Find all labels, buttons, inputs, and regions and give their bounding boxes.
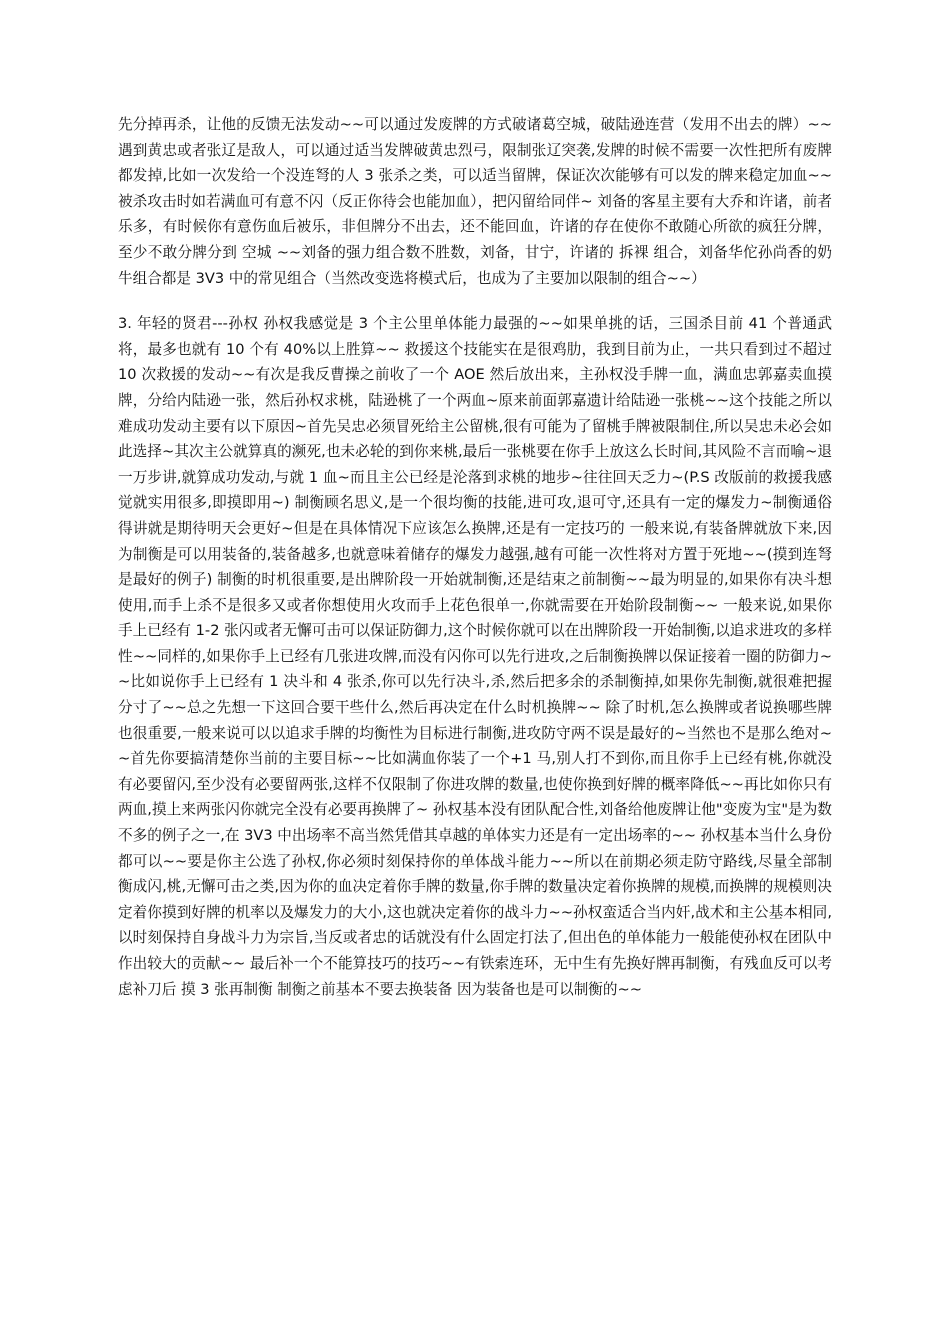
document-body [118, 112, 832, 1002]
paragraph-liubei-strategy: 先分掉再杀，让他的反馈无法发动~~可以通过发废牌的方式破诸葛空城，破陆逊连营（发用不出去的牌）~~遇到黄忠或者张辽是敌人，可以通过适当发牌破黄忠烈弓，限制张辽突袭,发牌的时候不需要一次性把所有废牌都发掉,比如一次发给一个没连弩的人 3 张杀之类，可以适当留牌，保证次次能够有可以发的牌来稳定加血~~被杀攻击时如若满血可有意不闪（反正你待会也能加血），把闪留给同伴~ 刘备的客星主要有大乔和许诸，前者乐多，有时候你有意伤血后被乐，非但牌分不出去，还不能回血，许诸的存在使你不敢随心所欲的疯狂分牌，至少不敢分牌分到 空城 ~~刘备的强力组合数不胜数，刘备，甘宁，许诸的 拆裸 组合，刘备华佗孙尚香的奶牛组合都是 3V3 中的常见组合（当然改变选将模式后，也成为了主要加以限制的组合~~） [118, 116, 832, 287]
paragraph-sunquan-section: 3. 年轻的贤君---孙权 孙权我感觉是 3 个主公里单体能力最强的~~如果单挑的话，三国杀目前 41 个普通武将，最多也就有 10 个有 40%以上胜算~~ 救援这个技能实在是很鸡肋，我到目前为止，一共只看到过不超过 10 次救援的发动~~有次是我反曹操之前收了一个 AOE 然后放出来，主孙权没手牌一血，满血忠郭嘉卖血摸牌，分给内陆逊一张，然后孙权求桃，陆逊桃了一个两血~原来前面郭嘉遗计给陆逊一张桃~~这个技能之所以难成功发动主要有以下原因~首先吴忠必须冒死给主公留桃,很有可能为了留桃手牌被限制住,所以吴忠未必会如此选择~其次主公就算真的濒死,也未必轮的到你来桃,最后一张桃要在你手上放这么长时间,其风险不言而喻~退一万步讲,就算成功发动,与就 1 血~而且主公已经是沦落到求桃的地步~往往回天乏力~(P.S 改版前的救援我感觉就实用很多,即摸即用~) 制衡顾名思义,是一个很均衡的技能,进可攻,退可守,还具有一定的爆发力~制衡通俗得讲就是期待明天会更好~但是在具体情况下应该怎么换牌,还是有一定技巧的 一般来说,有装备牌就放下来,因为制衡是可以用装备的,装备越多,也就意味着储存的爆发力越强,越有可能一次性将对方置于死地~~(摸到连弩是最好的例子) 制衡的时机很重要,是出牌阶段一开始就制衡,还是结束之前制衡~~最为明显的,如果你有决斗想使用,而手上杀不是很多又或者你想使用火攻而手上花色很单一,你就需要在开始阶段制衡~~ 一般来说,如果你手上已经有 1-2 张闪或者无懈可击可以保证防御力,这个时候你就可以在出牌阶段一开始制衡,以追求进攻的多样性~~同样的,如果你手上已经有几张进攻牌,而没有闪你可以先行进攻,之后制衡换牌以保证接着一圈的防御力~~比如说你手上已经有 1 决斗和 4 张杀,你可以先行决斗,杀,然后把多余的杀制衡掉,如果你先制衡,就很难把握分寸了~~总之先想一下这回合要干些什么,然后再决定在什么时机换牌~~ 除了时机,怎么换牌或者说换哪些牌也很重要,一般来说可以以追求手牌的均衡性为目标进行制衡,进攻防守两不误是最好的~当然也不是那么绝对~~首先你要搞清楚你当前的主要目标~~比如满血你装了一个+1 马,别人打不到你,而且你手上已经有桃,你就没有必要留闪,至少没有必要留两张,这样不仅限制了你进攻牌的数量,也使你换到好牌的概率降低~~再比如你只有两血,摸上来两张闪你就完全没有必要再换牌了~ 孙权基本没有团队配合性,刘备给他废牌让他"变废为宝"是为数不多的例子之一,在 3V3 中出场率不高当然凭借其卓越的单体实力还是有一定出场率的~~ 孙权基本当什么身份都可以~~要是你主公选了孙权,你必须时刻保持你的单体战斗能力~~所以在前期必须走防守路线,尽量全部制衡成闪,桃,无懈可击之类,因为你的血决定着你手牌的数量,你手牌的数量决定着你换牌的规模,而换牌的规模则决定着你摸到好牌的机率以及爆发力的大小,这也就决定着你的战斗力~~孙权蛮适合当内奸,战术和主公基本相同,以时刻保持自身战斗力为宗旨,当反或者忠的话就没有什么固定打法了,但出色的单体能力一般能使孙权在团队中作出较大的贡献~~ 最后补一个不能算技巧的技巧~~有铁索连环，无中生有先换好牌再制衡，有残血反可以考虑补刀后 摸 3 张再制衡 制衡之前基本不要去换装备 因为装备也是可以制衡的~~ [118, 315, 832, 998]
